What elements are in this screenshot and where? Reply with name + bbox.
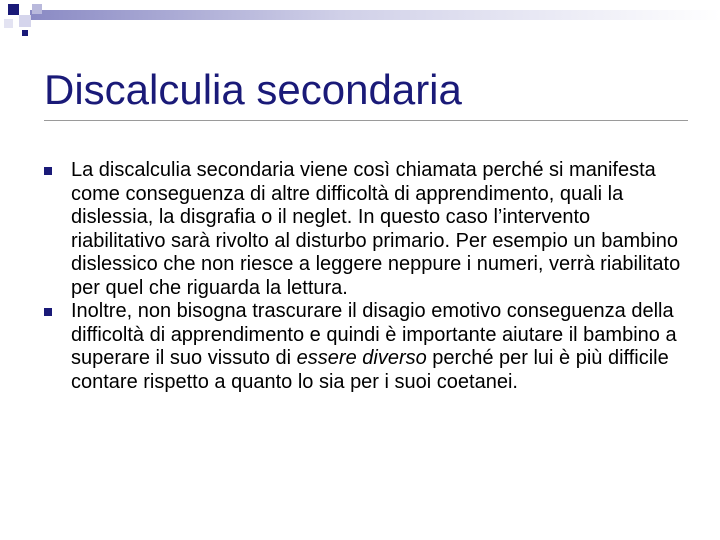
bullet-2-text-after: perché per lui è più difficile contare rispetto a quanto lo sia per i suoi coetanei. xyxy=(71,347,669,393)
bullet-item-1 xyxy=(44,159,684,300)
square-bullet-icon xyxy=(44,167,52,175)
deco-square-mid-1 xyxy=(32,4,42,14)
square-bullet-icon xyxy=(44,308,52,316)
slide-title: Discalculia secondaria xyxy=(44,66,462,113)
deco-square-light-2 xyxy=(4,19,13,28)
bullet-2-emphasis: essere diverso xyxy=(296,347,427,369)
bullet-list xyxy=(44,159,684,394)
deco-square-dark-2 xyxy=(22,30,28,36)
bullet-2-text-before: Inoltre, non bisogna trascurare il disagio emotivo conseguenza della difficoltà di apprendimento e quindi è importante aiutare il bambino a superare il suo vissuto di xyxy=(71,300,677,369)
deco-square-dark-1 xyxy=(8,4,19,15)
bullet-text-2 xyxy=(71,300,684,394)
header-decoration xyxy=(0,0,720,40)
deco-square-light-1 xyxy=(19,15,31,27)
bullet-text-1 xyxy=(71,159,684,300)
bullet-item-2 xyxy=(44,300,684,394)
bullet-1-text: La discalculia secondaria viene così chiamata perché si manifesta come conseguenza di altre difficoltà di apprendimento, quali la dislessia, la disgrafia o il neglet. In questo caso l’intervento riabilitativo sarà rivolto al disturbo primario. Per esempio un bambino dislessico che non riesce a leggere neppure i numeri, verrà riabilitato per quel che riguarda la lettura. xyxy=(71,159,681,299)
header-gradient-bar xyxy=(30,10,720,20)
title-divider xyxy=(44,120,688,121)
